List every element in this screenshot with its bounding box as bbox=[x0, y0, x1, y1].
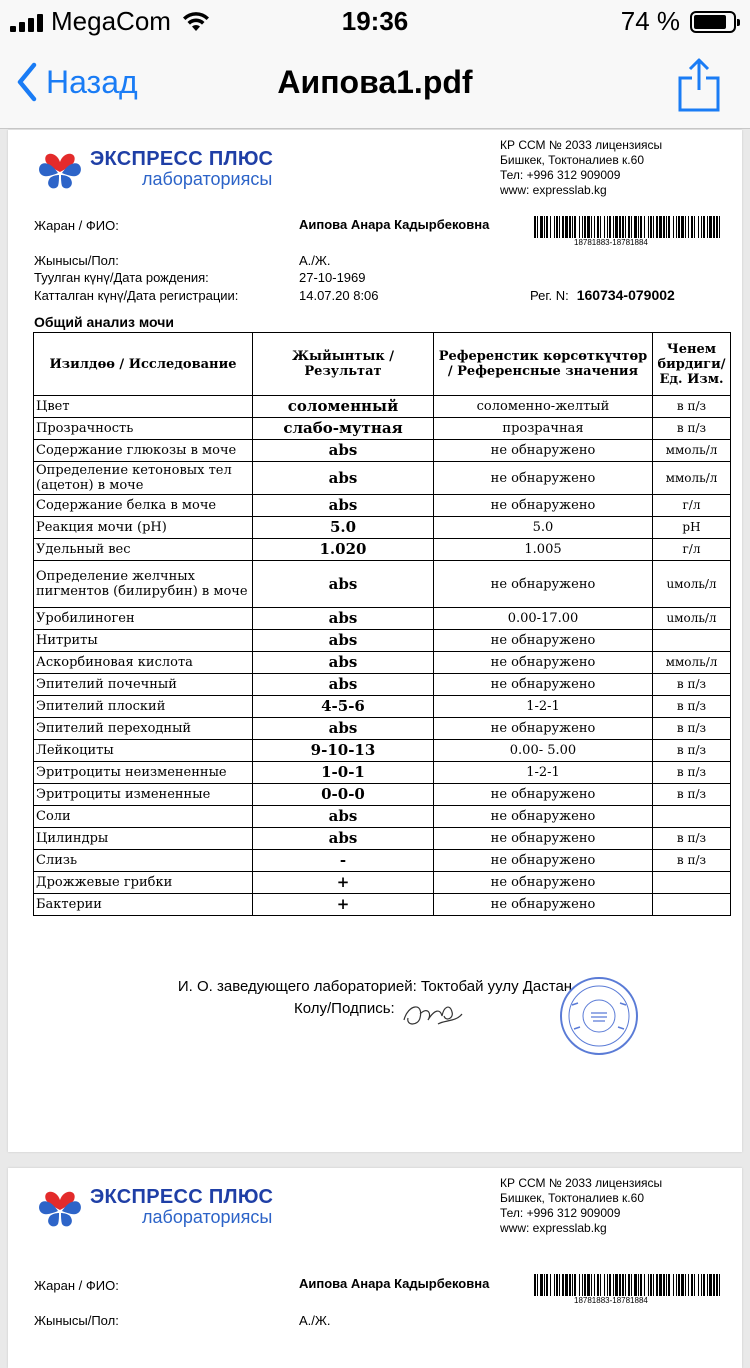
barcode-bar bbox=[604, 216, 605, 238]
result-cell: + bbox=[253, 894, 434, 916]
unit-cell: ммоль/л bbox=[653, 440, 731, 462]
barcode-bar bbox=[584, 216, 586, 238]
test-name-cell: Удельный вес bbox=[34, 539, 253, 561]
fio-label: Жаран / ФИО: bbox=[34, 1278, 119, 1293]
barcode-bar bbox=[707, 216, 708, 238]
dob-label: Туулган күнү/Дата рождения: bbox=[34, 270, 209, 285]
reference-cell: 5.0 bbox=[434, 517, 653, 539]
reference-cell: 1-2-1 bbox=[434, 762, 653, 784]
unit-cell: в п/з bbox=[653, 674, 731, 696]
barcode-bar bbox=[640, 1274, 642, 1296]
reference-cell: не обнаружено bbox=[434, 652, 653, 674]
col-header-reference: Референстик көрсөткүчтөр / Референсные значения bbox=[434, 333, 653, 396]
result-cell: 1.020 bbox=[253, 539, 434, 561]
barcode-bar bbox=[556, 1274, 558, 1296]
hearts-logo-icon bbox=[36, 146, 84, 192]
barcode-bar bbox=[666, 216, 667, 238]
barcode-bar bbox=[694, 1274, 695, 1296]
barcode-bar bbox=[544, 216, 545, 238]
lab-stamp-icon bbox=[558, 975, 640, 1057]
barcode-bar bbox=[713, 1274, 715, 1296]
barcode-bar bbox=[587, 1274, 590, 1296]
result-cell: abs bbox=[253, 608, 434, 630]
barcode-bar bbox=[540, 216, 543, 238]
pdf-page-2 bbox=[8, 1168, 742, 1368]
lab-logo bbox=[36, 146, 273, 192]
barcode-bar bbox=[572, 1274, 573, 1296]
result-cell: abs bbox=[253, 630, 434, 652]
test-name-cell: Соли bbox=[34, 806, 253, 828]
table-row bbox=[34, 740, 731, 762]
table-row bbox=[34, 561, 731, 608]
reg-number-value: 160734-079002 bbox=[576, 287, 675, 303]
test-name-cell: Эпителий плоский bbox=[34, 696, 253, 718]
barcode-bar bbox=[597, 216, 599, 238]
col-header-test: Изилдөө / Исследование bbox=[34, 333, 253, 396]
table-row bbox=[34, 630, 731, 652]
barcode-number: 18781883-18781884 bbox=[574, 1296, 648, 1305]
barcode-bar bbox=[619, 216, 621, 238]
barcode-bar bbox=[653, 216, 654, 238]
barcode-bar bbox=[638, 1274, 639, 1296]
barcode-bar bbox=[634, 1274, 637, 1296]
result-cell: 5.0 bbox=[253, 517, 434, 539]
barcode-bar bbox=[688, 216, 689, 238]
address: Бишкек, Токтоналиев к.60 bbox=[500, 1191, 644, 1205]
fio-value: Аипова Анара Кадырбековна bbox=[299, 1276, 490, 1291]
license: КР ССМ № 2033 лицензиясы bbox=[500, 138, 663, 152]
col-header-result: Жыйынтык / Результат bbox=[253, 333, 434, 396]
table-row bbox=[34, 828, 731, 850]
barcode-bar bbox=[701, 1274, 702, 1296]
barcode-bar bbox=[663, 216, 665, 238]
unit-cell: в п/з bbox=[653, 740, 731, 762]
carrier-label: MegaCom bbox=[51, 6, 171, 36]
unit-cell: в п/з bbox=[653, 696, 731, 718]
barcode-bar bbox=[562, 1274, 564, 1296]
phone: Тел: +996 312 909009 bbox=[500, 1206, 621, 1220]
document-title: Аипова1.pdf bbox=[277, 64, 473, 100]
barcode-bar bbox=[569, 216, 571, 238]
barcode-bar bbox=[609, 1274, 611, 1296]
result-cell: abs bbox=[253, 462, 434, 495]
reg-date-label: Катталган күнү/Дата регистрации: bbox=[34, 288, 239, 303]
barcode-bar bbox=[591, 216, 592, 238]
result-cell: abs bbox=[253, 674, 434, 696]
battery-icon bbox=[690, 11, 736, 33]
results-body bbox=[34, 396, 731, 916]
barcode-bar bbox=[681, 1274, 684, 1296]
barcode-bar bbox=[591, 1274, 592, 1296]
lab-contacts bbox=[500, 138, 662, 198]
barcode-bar bbox=[569, 1274, 571, 1296]
website: www: expresslab.kg bbox=[500, 183, 607, 197]
clock: 19:36 bbox=[341, 6, 409, 36]
table-row bbox=[34, 850, 731, 872]
barcode-bar bbox=[668, 1274, 670, 1296]
table-row bbox=[34, 762, 731, 784]
barcode-bar bbox=[582, 1274, 583, 1296]
table-row bbox=[34, 418, 731, 440]
test-name-cell: Дрожжевые грибки bbox=[34, 872, 253, 894]
unit-cell bbox=[653, 806, 731, 828]
barcode-bar bbox=[703, 1274, 705, 1296]
barcode-bar bbox=[609, 216, 611, 238]
reference-cell: не обнаружено bbox=[434, 718, 653, 740]
barcode-bar bbox=[631, 1274, 632, 1296]
unit-cell: г/л bbox=[653, 539, 731, 561]
barcode-bar bbox=[587, 216, 590, 238]
barcode-bar bbox=[559, 1274, 560, 1296]
test-name-cell: Определение кетоновых тел (ацетон) в моче bbox=[34, 462, 253, 495]
signature-label: Колу/Подпись: bbox=[294, 1000, 395, 1017]
website: www: expresslab.kg bbox=[500, 1221, 607, 1235]
barcode-bar bbox=[656, 216, 658, 238]
barcode-bar bbox=[559, 216, 560, 238]
table-row bbox=[34, 784, 731, 806]
barcode-bar bbox=[716, 216, 718, 238]
barcode-bar bbox=[676, 216, 677, 238]
table-row bbox=[34, 440, 731, 462]
barcode-bar bbox=[622, 1274, 624, 1296]
barcode-bar bbox=[579, 1274, 580, 1296]
barcode-bar bbox=[703, 216, 705, 238]
table-row bbox=[34, 696, 731, 718]
barcode-bar bbox=[572, 216, 573, 238]
result-cell: abs bbox=[253, 440, 434, 462]
barcode-bar bbox=[607, 1274, 608, 1296]
barcode-bar bbox=[678, 1274, 680, 1296]
barcode-bar bbox=[628, 1274, 630, 1296]
table-row bbox=[34, 718, 731, 740]
barcode-bar bbox=[650, 216, 652, 238]
table-row bbox=[34, 539, 731, 561]
barcode-bar bbox=[565, 1274, 568, 1296]
barcode-bar bbox=[615, 216, 618, 238]
unit-cell: в п/з bbox=[653, 718, 731, 740]
barcode-bar bbox=[653, 1274, 654, 1296]
barcode-bar bbox=[582, 216, 583, 238]
barcode-bar bbox=[546, 216, 548, 238]
barcode-bar bbox=[719, 216, 720, 238]
barcode-bar bbox=[550, 216, 551, 238]
barcode-bar bbox=[648, 216, 649, 238]
barcode bbox=[534, 1274, 722, 1296]
test-name-cell: Содержание белка в моче bbox=[34, 495, 253, 517]
barcode-bar bbox=[644, 216, 645, 238]
barcode-bar bbox=[546, 1274, 548, 1296]
lab-name-sub: лабораториясы bbox=[142, 1207, 273, 1227]
reference-cell: не обнаружено bbox=[434, 850, 653, 872]
reference-cell: 0.00-17.00 bbox=[434, 608, 653, 630]
result-cell: 9-10-13 bbox=[253, 740, 434, 762]
barcode-bar bbox=[659, 1274, 662, 1296]
barcode-bar bbox=[594, 1274, 595, 1296]
table-row bbox=[34, 894, 731, 916]
test-name-cell: Эритроциты неизмененные bbox=[34, 762, 253, 784]
section-title: Общий анализ мочи bbox=[34, 314, 174, 330]
barcode-bar bbox=[631, 216, 632, 238]
unit-cell: uмоль/л bbox=[653, 561, 731, 608]
reference-cell: не обнаружено bbox=[434, 784, 653, 806]
status-bar bbox=[0, 0, 750, 40]
table-row bbox=[34, 517, 731, 539]
table-header bbox=[34, 333, 731, 396]
result-cell: - bbox=[253, 850, 434, 872]
handwritten-signature bbox=[398, 996, 468, 1032]
barcode-bar bbox=[562, 216, 564, 238]
table-row bbox=[34, 806, 731, 828]
unit-cell bbox=[653, 894, 731, 916]
barcode-bar bbox=[537, 1274, 538, 1296]
lab-name-sub: лабораториясы bbox=[142, 169, 273, 189]
barcode-bar bbox=[550, 1274, 551, 1296]
result-cell: соломенный bbox=[253, 396, 434, 418]
pdf-page-1 bbox=[8, 130, 742, 1152]
unit-cell: в п/з bbox=[653, 828, 731, 850]
sex-label: Жынысы/Пол: bbox=[34, 1313, 119, 1328]
reference-cell: не обнаружено bbox=[434, 872, 653, 894]
barcode-bar bbox=[678, 216, 680, 238]
barcode-bar bbox=[594, 216, 595, 238]
test-name-cell: Содержание глюкозы в моче bbox=[34, 440, 253, 462]
reference-cell: 1-2-1 bbox=[434, 696, 653, 718]
barcode-bar bbox=[707, 1274, 708, 1296]
barcode-bar bbox=[719, 1274, 720, 1296]
reference-cell: не обнаружено bbox=[434, 440, 653, 462]
barcode-bar bbox=[644, 1274, 645, 1296]
barcode-bar bbox=[625, 1274, 626, 1296]
barcode-bar bbox=[615, 1274, 618, 1296]
test-name-cell: Аскорбиновая кислота bbox=[34, 652, 253, 674]
sex-value: А./Ж. bbox=[299, 1313, 331, 1328]
result-cell: abs bbox=[253, 652, 434, 674]
result-cell: + bbox=[253, 872, 434, 894]
table-row bbox=[34, 495, 731, 517]
barcode-bar bbox=[604, 1274, 605, 1296]
test-name-cell: Бактерии bbox=[34, 894, 253, 916]
test-name-cell: Цилиндры bbox=[34, 828, 253, 850]
unit-cell: ммоль/л bbox=[653, 462, 731, 495]
test-name-cell: Эпителий переходный bbox=[34, 718, 253, 740]
lab-name: ЭКСПРЕСС ПЛЮС bbox=[90, 148, 274, 170]
unit-cell: г/л bbox=[653, 495, 731, 517]
sex-value: А./Ж. bbox=[299, 253, 331, 268]
barcode-bar bbox=[607, 216, 608, 238]
fio-value: Аипова Анара Кадырбековна bbox=[299, 217, 490, 232]
reference-cell: не обнаружено bbox=[434, 561, 653, 608]
barcode-bar bbox=[584, 1274, 586, 1296]
barcode-bar bbox=[628, 216, 630, 238]
barcode-bar bbox=[534, 216, 536, 238]
barcode-bar bbox=[556, 216, 558, 238]
back-label: Назад bbox=[46, 63, 138, 100]
result-cell: слабо-мутная bbox=[253, 418, 434, 440]
result-cell: abs bbox=[253, 718, 434, 740]
barcode-bar bbox=[622, 216, 624, 238]
reference-cell: не обнаружено bbox=[434, 462, 653, 495]
barcode-bar bbox=[709, 1274, 712, 1296]
unit-cell bbox=[653, 872, 731, 894]
barcode-bar bbox=[574, 1274, 576, 1296]
unit-cell: в п/з bbox=[653, 762, 731, 784]
barcode-bar bbox=[540, 1274, 543, 1296]
result-cell: 4-5-6 bbox=[253, 696, 434, 718]
barcode-bar bbox=[597, 1274, 599, 1296]
barcode-bar bbox=[709, 216, 712, 238]
nav-bar bbox=[0, 40, 750, 129]
sex-label: Жынысы/Пол: bbox=[34, 253, 119, 268]
col-header-unit: Ченем бирдиги/ Ед. Изм. bbox=[653, 333, 731, 396]
address: Бишкек, Токтоналиев к.60 bbox=[500, 153, 644, 167]
reference-cell: 1.005 bbox=[434, 539, 653, 561]
table-row bbox=[34, 462, 731, 495]
test-name-cell: Уробилиноген bbox=[34, 608, 253, 630]
reference-cell: прозрачная bbox=[434, 418, 653, 440]
table-row bbox=[34, 608, 731, 630]
unit-cell: в п/з bbox=[653, 850, 731, 872]
test-name-cell: Лейкоциты bbox=[34, 740, 253, 762]
reference-cell: не обнаружено bbox=[434, 630, 653, 652]
barcode-bar bbox=[600, 1274, 601, 1296]
reference-cell: не обнаружено bbox=[434, 495, 653, 517]
hearts-logo-icon bbox=[36, 1184, 84, 1230]
barcode-bar bbox=[656, 1274, 658, 1296]
barcode-bar bbox=[613, 216, 614, 238]
barcode-bar bbox=[659, 216, 662, 238]
result-cell: abs bbox=[253, 806, 434, 828]
barcode bbox=[534, 216, 722, 238]
barcode-bar bbox=[554, 216, 555, 238]
unit-cell: в п/з bbox=[653, 784, 731, 806]
share-button[interactable] bbox=[678, 56, 720, 117]
test-name-cell: Реакция мочи (pH) bbox=[34, 517, 253, 539]
battery bbox=[621, 6, 736, 37]
reference-cell: 0.00- 5.00 bbox=[434, 740, 653, 762]
unit-cell bbox=[653, 630, 731, 652]
barcode-bar bbox=[668, 216, 670, 238]
test-name-cell: Эритроциты измененные bbox=[34, 784, 253, 806]
phone: Тел: +996 312 909009 bbox=[500, 168, 621, 182]
barcode-bar bbox=[537, 216, 538, 238]
table-row bbox=[34, 396, 731, 418]
reg-date-value: 14.07.20 8:06 bbox=[299, 288, 379, 303]
result-cell: abs bbox=[253, 828, 434, 850]
battery-percent: 74 % bbox=[620, 6, 680, 36]
barcode-bar bbox=[666, 1274, 667, 1296]
unit-cell: pH bbox=[653, 517, 731, 539]
barcode-bar bbox=[619, 1274, 621, 1296]
barcode-bar bbox=[716, 1274, 718, 1296]
barcode-bar bbox=[640, 216, 642, 238]
table-row bbox=[34, 674, 731, 696]
barcode-bar bbox=[544, 1274, 545, 1296]
license: КР ССМ № 2033 лицензиясы bbox=[500, 1176, 663, 1190]
barcode-bar bbox=[600, 216, 601, 238]
barcode-bar bbox=[713, 216, 715, 238]
test-name-cell: Нитриты bbox=[34, 630, 253, 652]
table-row bbox=[34, 872, 731, 894]
lab-name: ЭКСПРЕСС ПЛЮС bbox=[90, 1186, 274, 1208]
unit-cell: в п/з bbox=[653, 418, 731, 440]
unit-cell: ммоль/л bbox=[653, 652, 731, 674]
lab-contacts bbox=[500, 1176, 662, 1236]
barcode-bar bbox=[691, 1274, 693, 1296]
test-name-cell: Эпителий почечный bbox=[34, 674, 253, 696]
barcode-bar bbox=[648, 1274, 649, 1296]
barcode-bar bbox=[673, 1274, 674, 1296]
reference-cell: не обнаружено bbox=[434, 828, 653, 850]
lab-head: И. О. заведующего лабораторией: Toктобай уулу Дастан bbox=[177, 978, 573, 995]
test-name-cell: Слизь bbox=[34, 850, 253, 872]
result-cell: 0-0-0 bbox=[253, 784, 434, 806]
barcode-bar bbox=[688, 1274, 689, 1296]
test-name-cell: Прозрачность bbox=[34, 418, 253, 440]
fio-label: Жаран / ФИО: bbox=[34, 218, 119, 233]
barcode-bar bbox=[694, 216, 695, 238]
results-table bbox=[33, 332, 731, 916]
reference-cell: соломенно-желтый bbox=[434, 396, 653, 418]
unit-cell: в п/з bbox=[653, 396, 731, 418]
lab-logo bbox=[36, 1184, 273, 1230]
dob-value: 27-10-1969 bbox=[299, 270, 366, 285]
table-row bbox=[34, 652, 731, 674]
reg-number-label: Рег. N: bbox=[530, 288, 569, 303]
barcode-bar bbox=[534, 1274, 536, 1296]
test-name-cell: Цвет bbox=[34, 396, 253, 418]
barcode-bar bbox=[698, 216, 699, 238]
reference-cell: не обнаружено bbox=[434, 674, 653, 696]
test-name-cell: Определение желчных пигментов (билирубин) в моче bbox=[34, 561, 253, 608]
result-cell: 1-0-1 bbox=[253, 762, 434, 784]
barcode-bar bbox=[574, 216, 576, 238]
reference-cell: не обнаружено bbox=[434, 806, 653, 828]
barcode-bar bbox=[554, 1274, 555, 1296]
unit-cell: uмоль/л bbox=[653, 608, 731, 630]
barcode-bar bbox=[681, 216, 684, 238]
reference-cell: не обнаружено bbox=[434, 894, 653, 916]
barcode-bar bbox=[663, 1274, 665, 1296]
barcode-bar bbox=[650, 1274, 652, 1296]
reg-number bbox=[530, 287, 675, 303]
barcode-bar bbox=[613, 1274, 614, 1296]
barcode-bar bbox=[685, 1274, 686, 1296]
barcode-bar bbox=[565, 216, 568, 238]
barcode-number: 18781883-18781884 bbox=[574, 238, 648, 247]
result-cell: abs bbox=[253, 561, 434, 608]
barcode-bar bbox=[638, 216, 639, 238]
result-cell: abs bbox=[253, 495, 434, 517]
barcode-bar bbox=[685, 216, 686, 238]
barcode-bar bbox=[673, 216, 674, 238]
share-icon bbox=[678, 56, 720, 112]
barcode-bar bbox=[625, 216, 626, 238]
barcode-bar bbox=[579, 216, 580, 238]
barcode-bar bbox=[676, 1274, 677, 1296]
barcode-bar bbox=[698, 1274, 699, 1296]
barcode-bar bbox=[701, 216, 702, 238]
barcode-bar bbox=[634, 216, 637, 238]
barcode-bar bbox=[691, 216, 693, 238]
